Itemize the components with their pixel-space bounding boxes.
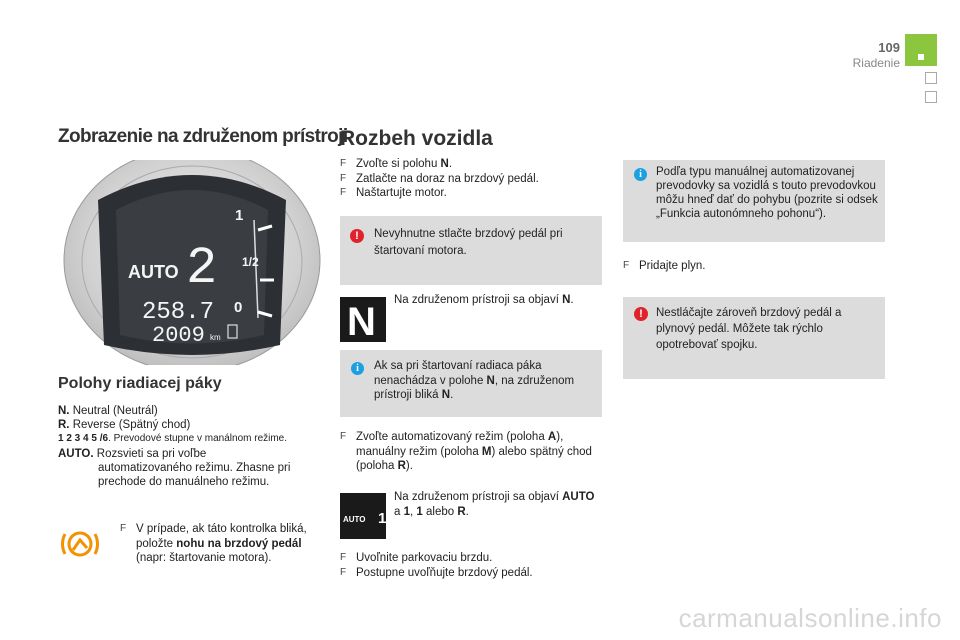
def-reverse: R. Reverse (Spätný chod) (58, 419, 191, 432)
info-icon: i (634, 168, 647, 181)
scale-top: 1 (235, 207, 244, 224)
brake-warning-icon (58, 528, 102, 560)
display-auto-image (340, 493, 386, 539)
instrument-cluster-image (58, 160, 323, 365)
display-auto-text: Na združenom prístroji sa objaví AUTO a 1, 1 alebo R. (394, 491, 595, 518)
step-select-mode: F Zvoľte automatizovaný režim (poloha A), manuálny režim (poloha M) alebo spätný chod (poloha R). (340, 431, 592, 472)
start-steps (340, 157, 600, 201)
info-box-autonomous (623, 160, 885, 242)
info-box-neutral (340, 350, 602, 417)
section-name: Riadenie (852, 56, 900, 70)
warning-icon: ! (350, 229, 364, 243)
cluster-title: Zobrazenie na združenom prístroji (58, 126, 348, 147)
step-item: F Postupne uvoľňujte brzdový pedál. (340, 566, 533, 579)
scale-zero: 0 (234, 299, 243, 316)
warning-box-brake (340, 216, 602, 285)
cluster-gear: 2 (186, 239, 218, 298)
trip-reading: 258.7 (142, 299, 215, 326)
display-n-symbol: N (347, 300, 376, 342)
watermark: carmanualsonline.info (678, 603, 942, 633)
cluster-mode: AUTO (128, 262, 179, 282)
start-title: Rozbeh vozidla (340, 127, 493, 150)
step-item: F Uvoľnite parkovaciu brzdu. (340, 552, 493, 564)
tab-placeholder (925, 91, 937, 103)
display-auto-gear: 1 (378, 510, 386, 527)
info-text: Ak sa pri štartovaní radiaca páka nenachádza v polohe N, na združenom prístroji bliká N. (374, 360, 575, 401)
warning-box-pedals (623, 297, 885, 379)
def-auto: AUTO. Rozsvieti sa pri voľbe (58, 447, 207, 460)
display-n-text: Na združenom prístroji sa objaví N. (394, 294, 574, 306)
def-gears: 1 2 3 4 5 /6. Prevodové stupne v manálnom režime. (58, 433, 288, 445)
tab-placeholder (925, 72, 937, 84)
warning-text: Nevyhnutne stlačte brzdový pedál pri štartovaní motora. (374, 228, 563, 257)
tab-marker (918, 54, 924, 60)
display-n-image (340, 297, 386, 342)
page-number: 109 (878, 40, 900, 55)
step-item: F Zatlačte na doraz na brzdový pedál. (340, 172, 539, 185)
bullet-marker: F (120, 523, 127, 534)
display-auto-mode: AUTO (343, 515, 366, 524)
step-item: F Naštartujte motor. (340, 187, 447, 199)
section-tab (905, 34, 937, 66)
scale-half: 1/2 (242, 255, 259, 269)
step-accelerate: F Pridajte plyn. (623, 260, 706, 272)
odometer-reading: 2009 (152, 323, 205, 348)
info-autonomous-text: Podľa typu manuálnej automatizovanej prevodovky sa vozidlá s touto prevodovkou môžu hneď dať do pohybu (pozrite si odsek „Funkcia autonómneho pohonu“). (656, 166, 878, 220)
brake-note: F V prípade, ak táto kontrolka bliká, položte nohu na brzdový pedál (napr: štartovanie motora). (120, 523, 307, 564)
odometer-unit: km (210, 333, 221, 342)
step-item: F Zvoľte si polohu N. (340, 158, 453, 170)
warning-pedals-text: Nestláčajte zároveň brzdový pedál a plynový pedál. Môžete tak rýchlo opotrebovať spojku. (656, 307, 842, 351)
def-neutral: N. Neutral (Neutrál) (58, 405, 158, 417)
info-icon: i (351, 362, 364, 375)
final-steps (340, 551, 602, 580)
lever-positions-title: Polohy riadiacej páky (58, 375, 222, 392)
instrument-cluster-illustration (58, 160, 323, 365)
warning-icon: ! (634, 307, 648, 321)
def-auto-cont: automatizovaného režimu. Zhasne pri prechode do manuálneho režimu. (98, 461, 291, 489)
lever-positions-list (58, 404, 328, 489)
